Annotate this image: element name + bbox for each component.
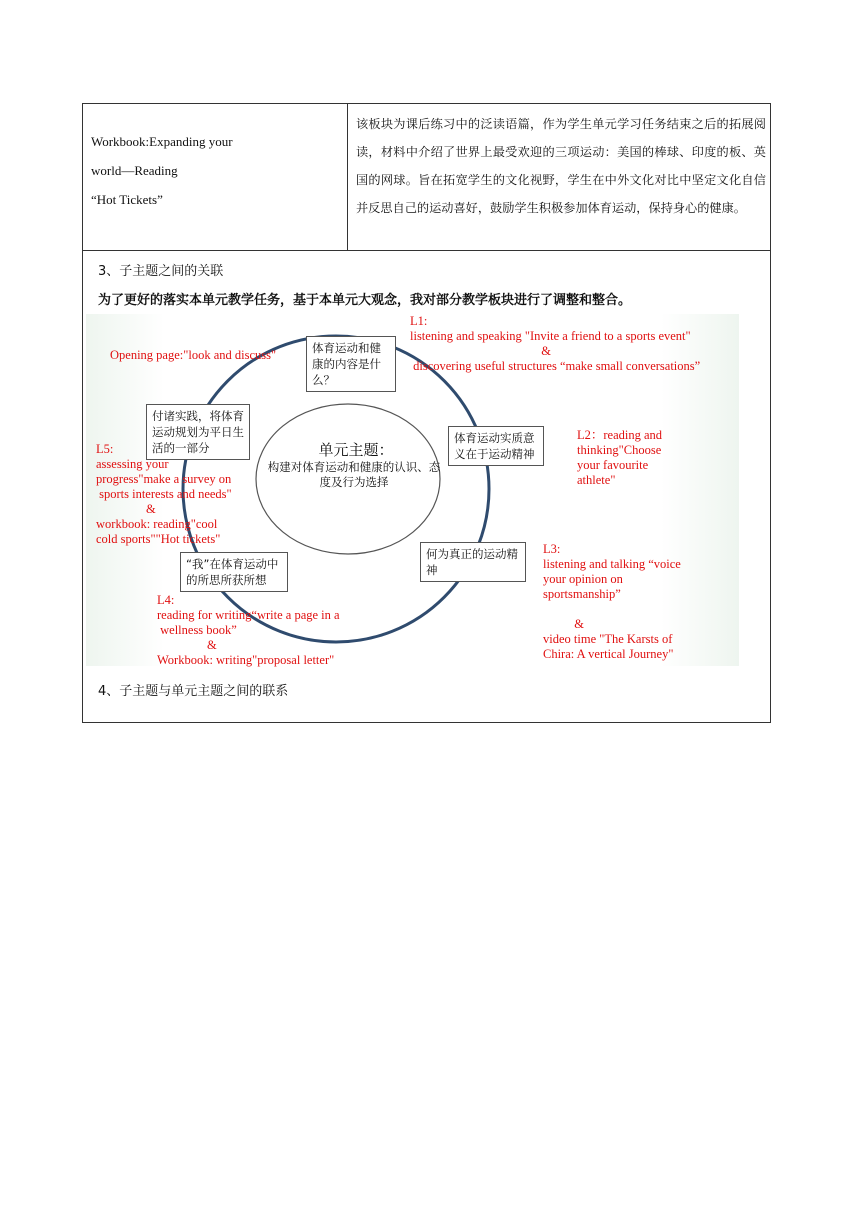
section-4-heading: 4、子主题与单元主题之间的联系 (98, 684, 289, 699)
box-top: 体育运动和健康的内容是什么？ (306, 336, 396, 392)
box-left: 付诸实践，将体育运动规划为平日生活的一部分 (146, 404, 250, 460)
l2-label: L2：reading and thinking"Choose your favourite athlete" (577, 428, 663, 487)
unit-table (82, 103, 771, 723)
box-right: 体育运动实质意义在于运动精神 (448, 426, 544, 466)
workbook-title-line: Workbook:Expanding your (91, 134, 233, 149)
workbook-title-line: “Hot Tickets” (91, 192, 163, 207)
opening-page-label: Opening page:"look and discuss" (110, 348, 277, 362)
l3-label: L3: listening and talking “voice your opinion on sportsmanship” & video time "The Karsts of Chira: A vertical Journey" (543, 542, 681, 661)
l1-label: L1: listening and speaking "Invite a friend to a sports event" & discovering useful structures “make small conversations” (410, 314, 701, 373)
description-cell (348, 104, 770, 250)
subtopic-diagram (86, 314, 739, 666)
workbook-description: 该板块为课后练习中的泛读语篇，作为学生单元学习任务结束之后的拓展阅读，材料中介绍了世界上最受欢迎的三项运动：美国的棒球、印度的板、英国的网球。旨在拓宽学生的文化视野，学生在中外文化对比中坚定文化自信并反思自己的运动喜好，鼓励学生积极参加体育运动，保持身心的健康。 (356, 117, 766, 215)
l4-label: L4: reading for writing“write a page in a wellness book” & Workbook: writing"proposal letter" (157, 593, 340, 667)
box-bottom-left: “我”在体育运动中的所思所获所想 (180, 552, 288, 592)
workbook-row (83, 104, 770, 251)
box-bottom-right: 何为真正的运动精神 (420, 542, 526, 582)
section-3-intro: 为了更好的落实本单元教学任务，基于本单元大观念，我对部分教学板块进行了调整和整合。 (98, 293, 632, 308)
workbook-cell (83, 104, 348, 250)
workbook-title-line: world—Reading (91, 163, 178, 178)
unit-theme-title: 单元主题： (318, 441, 394, 459)
workbook-title (91, 127, 341, 214)
l5-label: L5: assessing your progress"make a survey on sports interests and needs" & workbook: reading"cool cold sports""Hot tickets" (96, 442, 232, 546)
section-3-heading: 3、子主题之间的关联 (98, 264, 224, 279)
unit-theme-subtitle: 构建对体育运动和健康的认识、态度及行为选择 (267, 460, 441, 489)
